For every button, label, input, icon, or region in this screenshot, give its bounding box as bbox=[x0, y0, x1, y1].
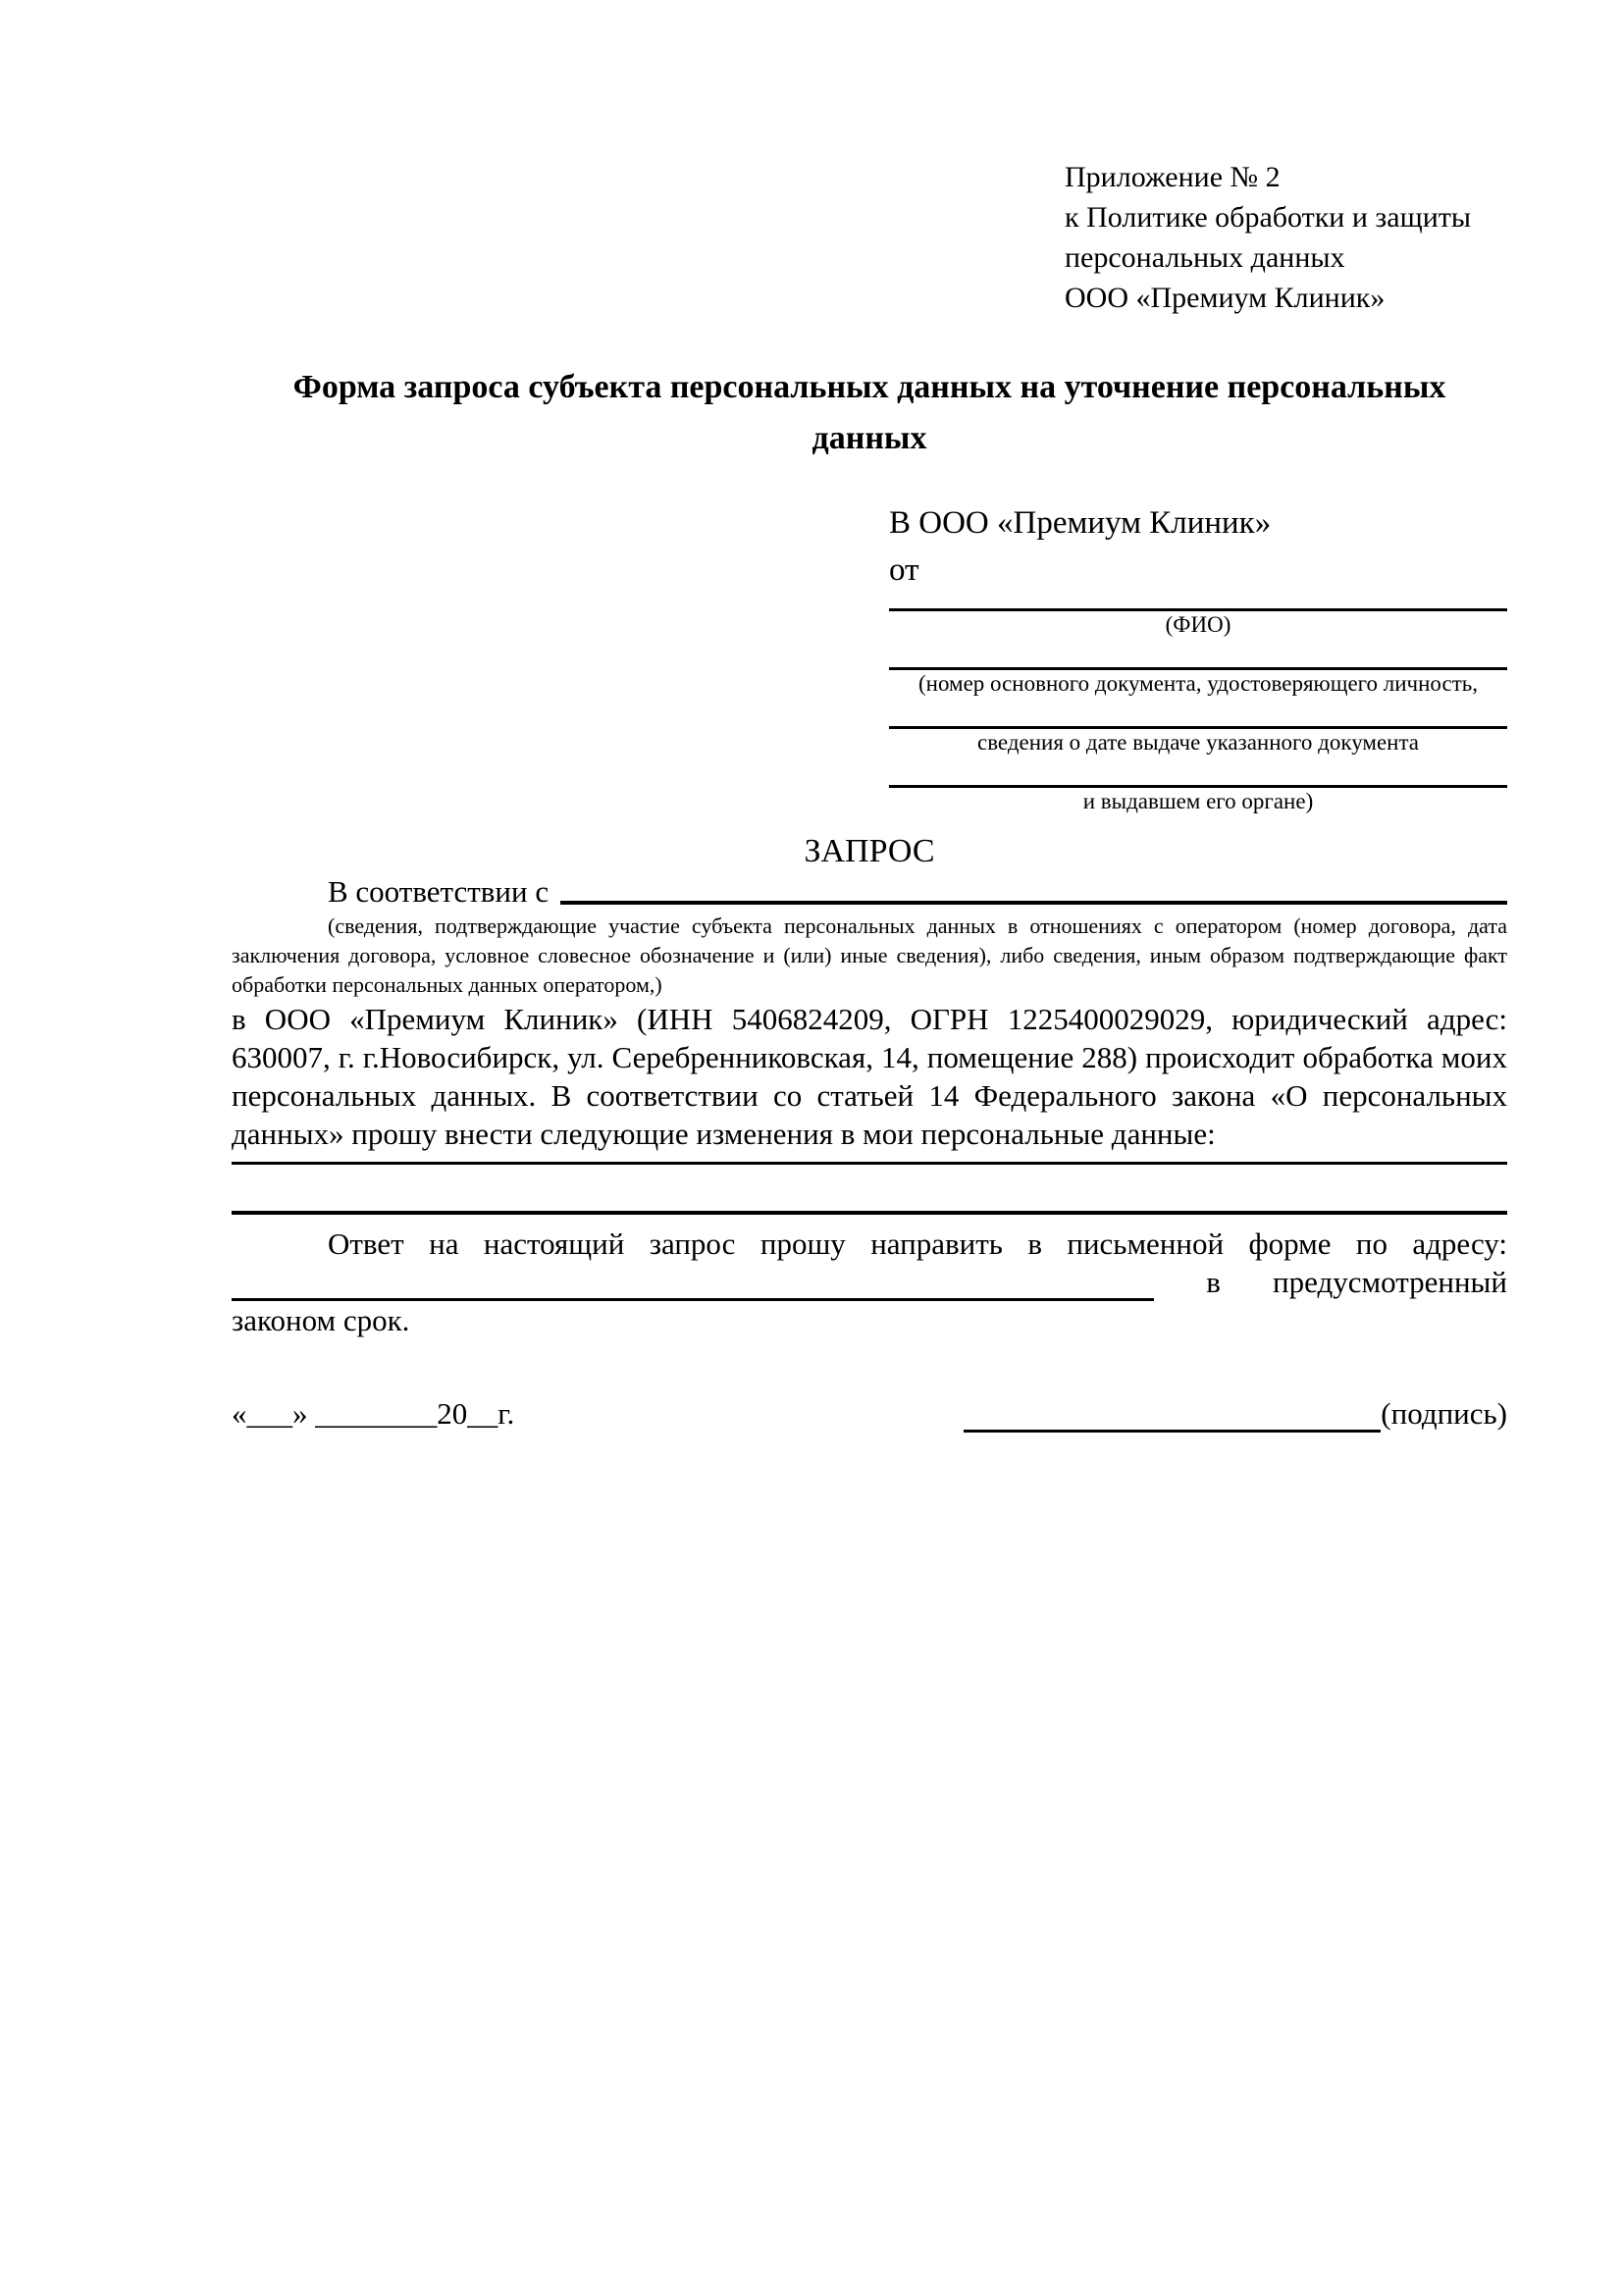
document-number-blank-line bbox=[889, 652, 1507, 670]
signature-group bbox=[964, 1394, 1507, 1433]
issuing-authority-caption: и выдавшем его органе) bbox=[1082, 789, 1314, 813]
reply-sentence-line-3: законом срок. bbox=[232, 1303, 410, 1337]
fio-blank-line bbox=[889, 594, 1507, 611]
accordance-row bbox=[232, 872, 1507, 912]
issue-date-blank-line bbox=[889, 711, 1507, 729]
signature-caption: (подпись) bbox=[1381, 1396, 1507, 1431]
accordance-blank-line bbox=[560, 872, 1507, 905]
reply-address-row bbox=[232, 1263, 1507, 1301]
appendix-header-line-2: к Политике обработки и защиты bbox=[1065, 201, 1472, 234]
issue-date-field bbox=[889, 711, 1507, 757]
appendix-header-line-3: персональных данных bbox=[1065, 241, 1345, 274]
appendix-header-line-1: Приложение № 2 bbox=[1065, 161, 1281, 193]
reply-sentence-line-1: Ответ на настоящий запрос прошу направить в письменной форме по адресу: bbox=[328, 1226, 1507, 1261]
appendix-header bbox=[1065, 157, 1507, 318]
reply-address-blank-line bbox=[232, 1270, 1154, 1301]
issuing-authority-blank-line bbox=[889, 770, 1507, 788]
date-signature-row bbox=[232, 1394, 1507, 1433]
request-heading: ЗАПРОС bbox=[804, 833, 935, 869]
document-number-caption: (номер основного документа, удостоверяющего личность, bbox=[917, 671, 1478, 696]
document-title: Форма запроса субъекта персональных данных на уточнение персональных данных bbox=[292, 369, 1446, 456]
changes-blank-line-2 bbox=[232, 1165, 1507, 1215]
appendix-header-line-4: ООО «Премиум Клиник» bbox=[1065, 282, 1386, 314]
body-paragraph: в ООО «Премиум Клиник» (ИНН 5406824209, ОГРН 1225400029029, юридический адрес: 630007, г. г.Новосибирск, ул. Серебренниковская, 14, помещение 288) происходит обработка моих персональных данных. В соответствии со статьей 14 Федерального закона «О персональных данных» прошу внести следующие изменения в мои персональные данные: bbox=[232, 1002, 1507, 1151]
issue-date-caption: сведения о дате выдаче указанного документа bbox=[976, 730, 1420, 755]
date-blank-text: «___» ________20__г. bbox=[232, 1396, 515, 1431]
signature-blank-line bbox=[964, 1403, 1381, 1433]
reply-word-v: в bbox=[1206, 1265, 1221, 1299]
accordance-note: (сведения, подтверждающие участие субъекта персональных данных в отношениях с оператором (номер договора, дата заключения договора, условное словесное обозначение и (или) иные сведения), либо сведения, иным образом подтверждающие факт обработки персональных данных оператором,) bbox=[232, 913, 1507, 997]
fio-caption: (ФИО) bbox=[1165, 612, 1231, 637]
fio-field bbox=[889, 594, 1507, 639]
addressee-from-label: от bbox=[889, 552, 919, 588]
changes-blank-line-1 bbox=[232, 1153, 1507, 1165]
accordance-prefix: В соответствии с bbox=[328, 874, 550, 909]
document-number-field bbox=[889, 652, 1507, 698]
issuing-authority-field bbox=[889, 770, 1507, 815]
addressee-block bbox=[889, 499, 1507, 815]
reply-word-predusmotrennyy: предусмотренный bbox=[1273, 1265, 1507, 1299]
addressee-to: В ООО «Премиум Клиник» bbox=[889, 505, 1272, 541]
